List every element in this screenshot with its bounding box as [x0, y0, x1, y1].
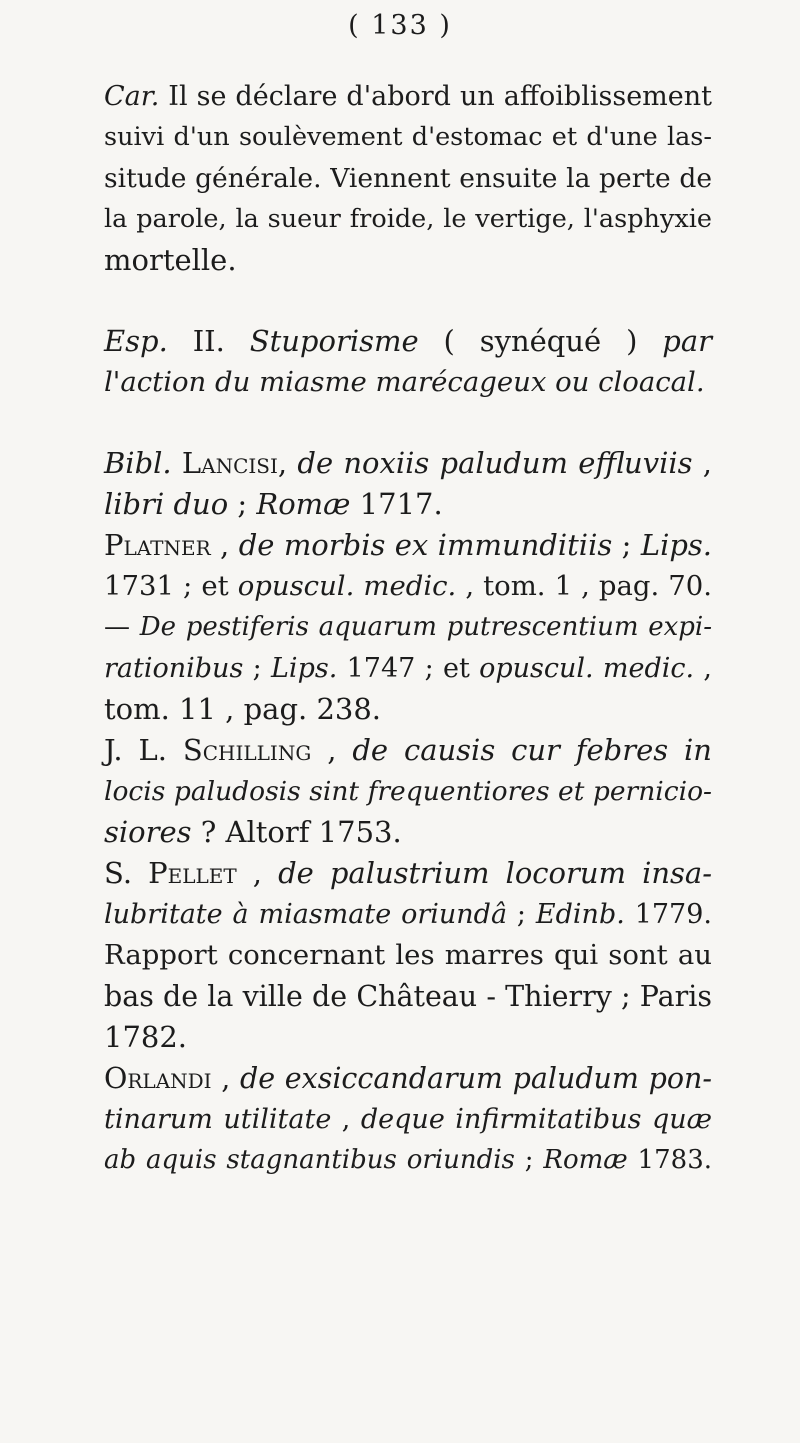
text-line: 1731 ; et opuscul. medic. , tom. 1 , pag. 70.: [104, 570, 712, 602]
text-line: Bibl. Lancisi, de noxiis paludum effluviis ,: [104, 446, 713, 480]
bib-entry: [104, 525, 712, 730]
bib-entry: [104, 1058, 712, 1181]
text-line: — De pestiferis aquarum putrescentium expi-: [104, 612, 712, 642]
bibliography: [104, 443, 712, 1181]
bib-entry: [104, 443, 712, 525]
text-line: tinarum utilitate , deque infirmitatibus quæ: [104, 1104, 712, 1135]
text-line: Car. Il se déclare d'abord un affoiblissement: [104, 81, 712, 112]
text-line: lubritate à miasmate oriundâ ; Edinb. 1779.: [104, 899, 712, 930]
text-line: Rapport concernant les marres qui sont au: [104, 939, 712, 971]
car-label: Car.: [104, 81, 160, 112]
bib-entry: [104, 730, 712, 853]
characters-paragraph: [104, 76, 712, 281]
text-line: suivi d'un soulèvement d'estomac et d'une las-: [104, 122, 712, 152]
bib-entry: [104, 853, 712, 935]
text-line: ab aquis stagnantibus oriundis ; Romæ 1783.: [104, 1145, 712, 1175]
text-line: locis paludosis sint frequentiores et pernicio-: [104, 776, 712, 807]
species-name: Stuporisme: [249, 324, 419, 358]
text-line: la parole, la sueur froide, le vertige, l'asphyxie: [104, 204, 712, 234]
bibl-label: Bibl.: [104, 446, 172, 480]
text-line: libri duo ; Romæ 1717.: [104, 487, 443, 521]
text-line: S. Pellet , de palustrium locorum insa-: [104, 856, 713, 890]
text-line: mortelle.: [104, 243, 237, 277]
text-line: Platner , de morbis ex immunditiis ; Lips.: [104, 528, 713, 562]
text-line: J. L. Schilling , de causis cur febres in: [104, 733, 712, 767]
text-line: bas de la ville de Château - Thierry ; Paris: [104, 980, 712, 1013]
species-heading: [104, 321, 712, 403]
text-line: siores ? Altorf 1753.: [104, 815, 402, 849]
text-line: 1782.: [104, 1020, 188, 1054]
bib-entry: [104, 935, 712, 1058]
text-line: rationibus ; Lips. 1747 ; et opuscul. medic. ,: [104, 653, 712, 684]
text-line: Esp. II. Stuporisme ( synéqué ) par: [104, 324, 712, 358]
page-body: [104, 76, 712, 1181]
text-line: situde générale. Viennent ensuite la perte de: [104, 163, 712, 194]
text-line: l'action du miasme marécageux ou cloacal.: [104, 366, 705, 398]
species-label: Esp.: [104, 324, 168, 358]
page-number: ( 133 ): [348, 10, 452, 41]
text-line: tom. 11 , pag. 238.: [104, 692, 382, 726]
text-line: Orlandi , de exsiccandarum paludum pon-: [104, 1062, 712, 1095]
